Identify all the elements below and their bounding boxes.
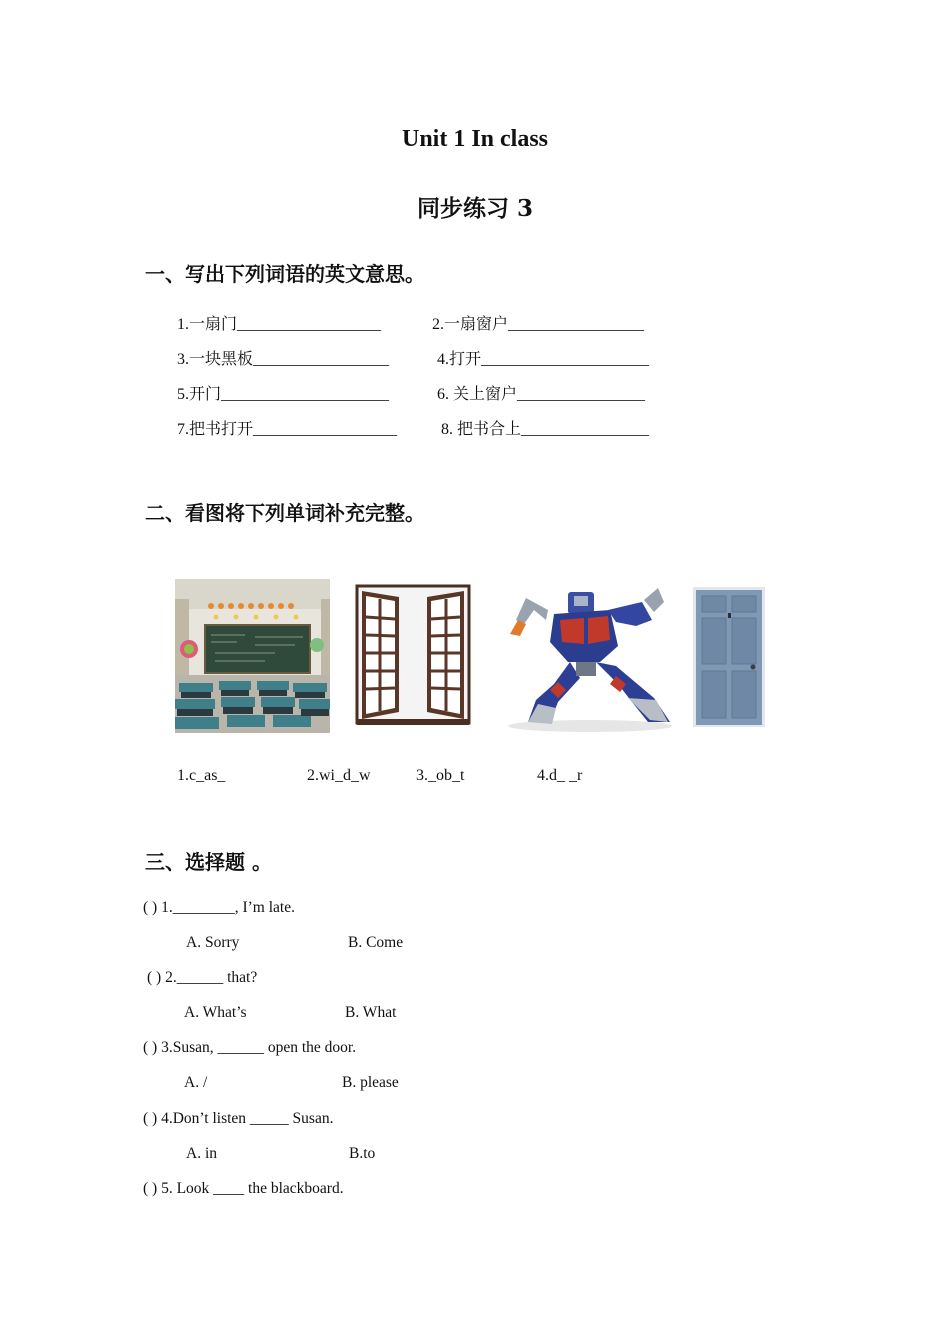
- option-a: A. Sorry: [186, 934, 240, 951]
- question-3: ( ) 3.Susan, ______ open the door.: [143, 1039, 357, 1056]
- list-item: 1.一扇门__________________: [177, 316, 382, 333]
- word-blank-1: 1.c_as_: [177, 767, 226, 784]
- option-b: B. please: [342, 1074, 399, 1091]
- list-item: 7.把书打开__________________: [177, 421, 398, 438]
- word-blank-2: 2.wi_d_w: [307, 767, 371, 784]
- door-picture: [693, 587, 765, 727]
- question-5: ( ) 5. Look ____ the blackboard.: [143, 1180, 344, 1197]
- option-a: A. What’s: [184, 1004, 247, 1021]
- list-item: 3.一块黑板_________________: [177, 351, 390, 368]
- option-a: A. /: [184, 1074, 208, 1091]
- word-blank-4: 4.d_ _r: [537, 767, 583, 784]
- robot-picture: [498, 580, 676, 733]
- window-picture: [333, 579, 493, 733]
- list-item: 4.打开_____________________: [437, 351, 650, 368]
- option-b: B.to: [349, 1145, 376, 1162]
- question-4: ( ) 4.Don’t listen _____ Susan.: [143, 1110, 334, 1127]
- page-subtitle: 同步练习 3: [416, 195, 533, 222]
- word-blank-3: 3._ob_t: [416, 767, 465, 784]
- option-b: B. What: [345, 1004, 397, 1021]
- list-item: 8. 把书合上________________: [441, 421, 650, 438]
- question-2: ( ) 2.______ that?: [147, 969, 258, 986]
- classroom-photo: [175, 579, 330, 733]
- section1-heading: 一、写出下列词语的英文意思。: [145, 262, 425, 286]
- question-1: ( ) 1.________, I’m late.: [143, 899, 295, 916]
- page-title: Unit 1 In class: [401, 126, 549, 152]
- section2-heading: 二、看图将下列单词补充完整。: [145, 501, 425, 525]
- section3-heading: 三、选择题 。: [145, 850, 272, 874]
- list-item: 5.开门_____________________: [177, 386, 390, 403]
- option-b: B. Come: [348, 934, 404, 951]
- option-a: A. in: [186, 1145, 217, 1162]
- list-item: 2.一扇窗户_________________: [432, 316, 645, 333]
- list-item: 6. 关上窗户________________: [437, 386, 646, 403]
